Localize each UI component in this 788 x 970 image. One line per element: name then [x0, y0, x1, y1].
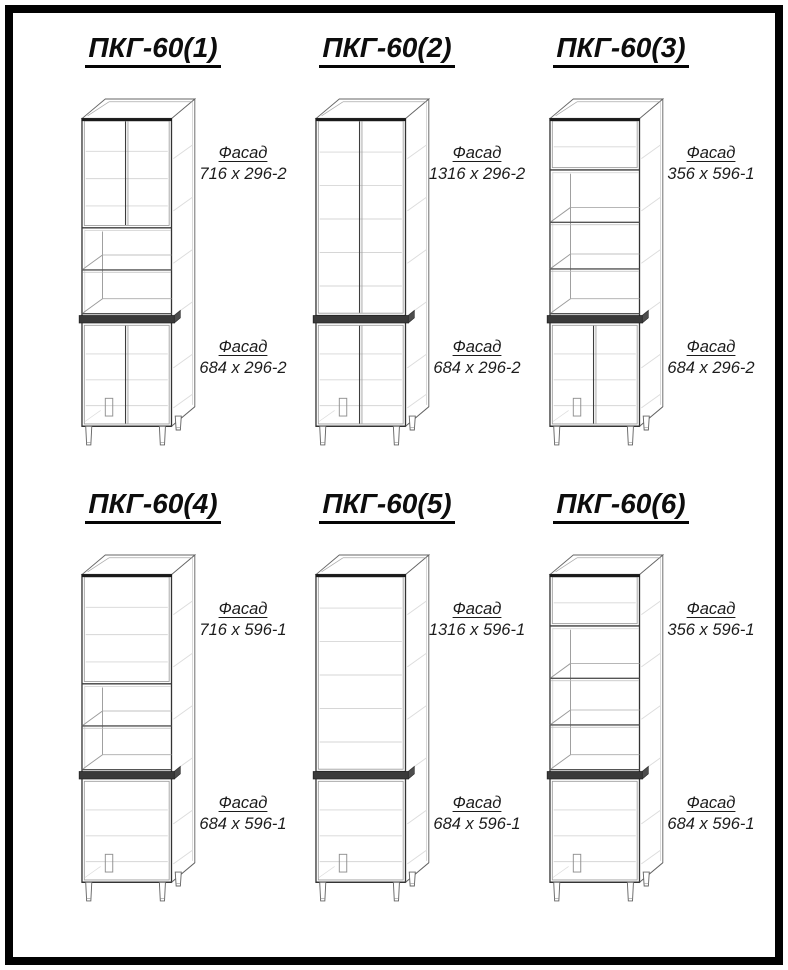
facade-caption: Фасад	[218, 600, 268, 618]
facade-size: 716 x 296-2	[199, 165, 287, 184]
facade-caption: Фасад	[686, 144, 736, 162]
cabinet-title: ПКГ-60(5)	[319, 489, 454, 524]
facade-caption: Фасад	[218, 338, 268, 356]
facade-size: 356 x 596-1	[667, 621, 755, 640]
cabinet-card-3	[535, 27, 769, 459]
catalog-content	[13, 13, 775, 957]
facade-size: 684 x 596-1	[433, 815, 521, 834]
cabinet-title: ПКГ-60(2)	[319, 33, 454, 68]
cabinet-card-5	[301, 483, 535, 915]
facade-caption: Фасад	[452, 144, 502, 162]
cabinet-title: ПКГ-60(6)	[553, 489, 688, 524]
facade-size: 684 x 296-2	[199, 359, 287, 378]
cabinet-card-2	[301, 27, 535, 459]
cabinet-drawing	[301, 541, 441, 914]
cabinet-title: ПКГ-60(3)	[553, 33, 688, 68]
facade-label-top	[421, 599, 533, 642]
facade-caption: Фасад	[452, 338, 502, 356]
cabinet-drawing	[67, 541, 207, 914]
facade-size: 684 x 296-2	[433, 359, 521, 378]
facade-label-bottom	[187, 337, 299, 380]
facade-labels	[187, 541, 299, 915]
facade-label-top	[655, 143, 767, 186]
facade-label-top	[187, 143, 299, 186]
facade-caption: Фасад	[452, 600, 502, 618]
cabinet-drawing	[301, 85, 441, 458]
cabinet-card-4	[67, 483, 301, 915]
cabinet-card-1	[67, 27, 301, 459]
facade-labels	[187, 85, 299, 459]
facade-label-bottom	[187, 793, 299, 836]
cabinet-drawing	[535, 541, 675, 914]
facade-size: 684 x 596-1	[199, 815, 287, 834]
facade-size: 1316 x 596-1	[428, 621, 526, 640]
cabinet-drawing	[535, 85, 675, 458]
facade-caption: Фасад	[218, 794, 268, 812]
facade-caption: Фасад	[686, 338, 736, 356]
facade-caption: Фасад	[218, 144, 268, 162]
facade-size: 716 x 596-1	[199, 621, 287, 640]
cabinet-drawing	[67, 85, 207, 458]
facade-size: 684 x 296-2	[667, 359, 755, 378]
facade-labels	[421, 85, 533, 459]
facade-label-bottom	[421, 793, 533, 836]
facade-label-top	[187, 599, 299, 642]
facade-label-bottom	[655, 793, 767, 836]
cabinet-grid	[67, 27, 775, 915]
facade-labels	[655, 541, 767, 915]
facade-size: 356 x 596-1	[667, 165, 755, 184]
facade-size: 684 x 596-1	[667, 815, 755, 834]
facade-caption: Фасад	[452, 794, 502, 812]
facade-label-bottom	[655, 337, 767, 380]
facade-labels	[655, 85, 767, 459]
facade-caption: Фасад	[686, 600, 736, 618]
facade-labels	[421, 541, 533, 915]
cabinet-title: ПКГ-60(1)	[85, 33, 220, 68]
facade-size: 1316 x 296-2	[428, 165, 526, 184]
cabinet-card-6	[535, 483, 769, 915]
facade-label-bottom	[421, 337, 533, 380]
facade-label-top	[421, 143, 533, 186]
facade-label-top	[655, 599, 767, 642]
cabinet-title: ПКГ-60(4)	[85, 489, 220, 524]
facade-caption: Фасад	[686, 794, 736, 812]
